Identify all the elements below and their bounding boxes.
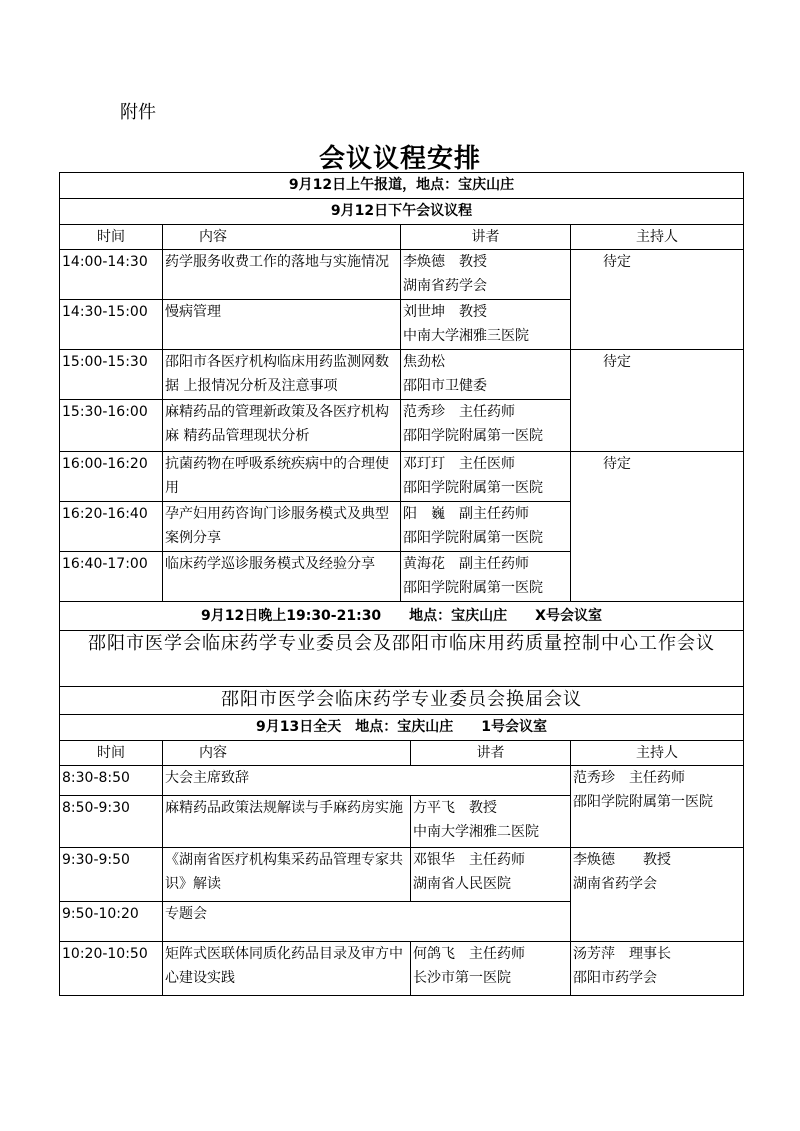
meeting-row-2: 邵阳市医学会临床药学专业委员会换届会议: [60, 687, 744, 715]
content-cell: 麻精药品政策法规解读与手麻药房实施: [163, 796, 411, 848]
header-content: 内容: [163, 225, 401, 250]
speaker-cell: [401, 250, 571, 300]
content-cell: 抗菌药物在呼吸系统疾病中的合理使用: [163, 452, 401, 502]
content-cell: 大会主席致辞: [163, 766, 571, 796]
speaker-cell: [411, 848, 571, 902]
host-name: 李焕德 教授: [573, 852, 671, 868]
speaker-org: 邵阳市卫健委: [403, 378, 487, 394]
time-cell: 16:20-16:40: [60, 502, 163, 552]
speaker-cell: [401, 502, 571, 552]
host-org: 邵阳学院附属第一医院: [573, 794, 713, 810]
speaker-name: 邓银华 主任药师: [413, 852, 525, 868]
speaker-cell: [401, 552, 571, 602]
header-time: 时间: [60, 225, 163, 250]
content-cell: 《湖南省医疗机构集采药品管理专家共识》解读: [163, 848, 411, 902]
content-cell: 矩阵式医联体同质化药品目录及审方中心建设实践: [163, 942, 411, 996]
speaker-cell: [411, 796, 571, 848]
speaker-org: 邵阳学院附属第一医院: [403, 580, 543, 596]
speaker-org: 中南大学湘雅三医院: [403, 328, 529, 344]
content-cell: 麻精药品的管理新政策及各医疗机构麻 精药品管理现状分析: [163, 400, 401, 452]
host-cell: [571, 848, 744, 942]
header-speaker: 讲者: [411, 741, 571, 766]
speaker-name: 方平飞 教授: [413, 800, 497, 816]
speaker-org: 湖南省药学会: [403, 278, 487, 294]
speaker-cell: [401, 300, 571, 350]
attachment-label: 附件: [120, 102, 156, 123]
header-content: 内容: [163, 741, 411, 766]
content-cell: 专题会: [163, 902, 571, 942]
agenda-table: [59, 172, 744, 996]
speaker-name: 阳 巍 副主任药师: [403, 506, 529, 522]
speaker-cell: [401, 452, 571, 502]
time-cell: 15:30-16:00: [60, 400, 163, 452]
host-cell: [571, 766, 744, 848]
speaker-name: 何鸽飞 主任药师: [413, 946, 525, 962]
speaker-name: 邓玎玎 主任医师: [403, 456, 515, 472]
speaker-name: 黄海花 副主任药师: [403, 556, 529, 572]
header-time: 时间: [60, 741, 163, 766]
content-cell: 慢病管理: [163, 300, 401, 350]
speaker-org: 邵阳学院附属第一医院: [403, 480, 543, 496]
checkin-row: 9月12日上午报道，地点：宝庆山庄: [60, 173, 744, 199]
host-cell: 待定: [571, 350, 744, 452]
time-cell: 9:50-10:20: [60, 902, 163, 942]
content-cell: 邵阳市各医疗机构临床用药监测网数据 上报情况分析及注意事项: [163, 350, 401, 400]
host-name: 汤芳萍 理事长: [573, 946, 671, 962]
header-host: 主持人: [571, 741, 744, 766]
time-cell: 15:00-15:30: [60, 350, 163, 400]
header-speaker: 讲者: [401, 225, 571, 250]
speaker-org: 邵阳学院附属第一医院: [403, 530, 543, 546]
speaker-name: 李焕德 教授: [403, 254, 487, 270]
host-name: 范秀珍 主任药师: [573, 770, 685, 786]
host-cell: [571, 942, 744, 996]
speaker-name: 焦劲松: [403, 354, 445, 370]
speaker-name: 刘世坤 教授: [403, 304, 487, 320]
host-org: 湖南省药学会: [573, 876, 657, 892]
time-cell: 10:20-10:50: [60, 942, 163, 996]
time-cell: 16:00-16:20: [60, 452, 163, 502]
time-cell: 8:30-8:50: [60, 766, 163, 796]
afternoon-title: 9月12日下午会议议程: [60, 199, 744, 225]
content-cell: 孕产妇用药咨询门诊服务模式及典型案例分享: [163, 502, 401, 552]
speaker-cell: [411, 942, 571, 996]
time-cell: 16:40-17:00: [60, 552, 163, 602]
day2-title: 9月13日全天 地点：宝庆山庄 1号会议室: [60, 715, 744, 741]
speaker-cell: [401, 350, 571, 400]
speaker-org: 湖南省人民医院: [413, 876, 511, 892]
evening-row: 9月12日晚上19:30-21:30 地点：宝庆山庄 X号会议室: [60, 602, 744, 631]
header-host: 主持人: [571, 225, 744, 250]
speaker-org: 中南大学湘雅二医院: [413, 824, 539, 840]
time-cell: 9:30-9:50: [60, 848, 163, 902]
content-cell: 药学服务收费工作的落地与实施情况: [163, 250, 401, 300]
time-cell: 8:50-9:30: [60, 796, 163, 848]
host-cell: 待定: [571, 250, 744, 350]
speaker-org: 邵阳学院附属第一医院: [403, 428, 543, 444]
speaker-cell: [401, 400, 571, 452]
host-org: 邵阳市药学会: [573, 970, 657, 986]
speaker-org: 长沙市第一医院: [413, 970, 511, 986]
time-cell: 14:30-15:00: [60, 300, 163, 350]
time-cell: 14:00-14:30: [60, 250, 163, 300]
content-cell: 临床药学巡诊服务模式及经验分享: [163, 552, 401, 602]
meeting-row-1: 邵阳市医学会临床药学专业委员会及邵阳市临床用药质量控制中心工作会议: [60, 631, 744, 687]
page-title: 会议议程安排: [318, 144, 481, 174]
host-cell: 待定: [571, 452, 744, 602]
speaker-name: 范秀珍 主任药师: [403, 404, 515, 420]
